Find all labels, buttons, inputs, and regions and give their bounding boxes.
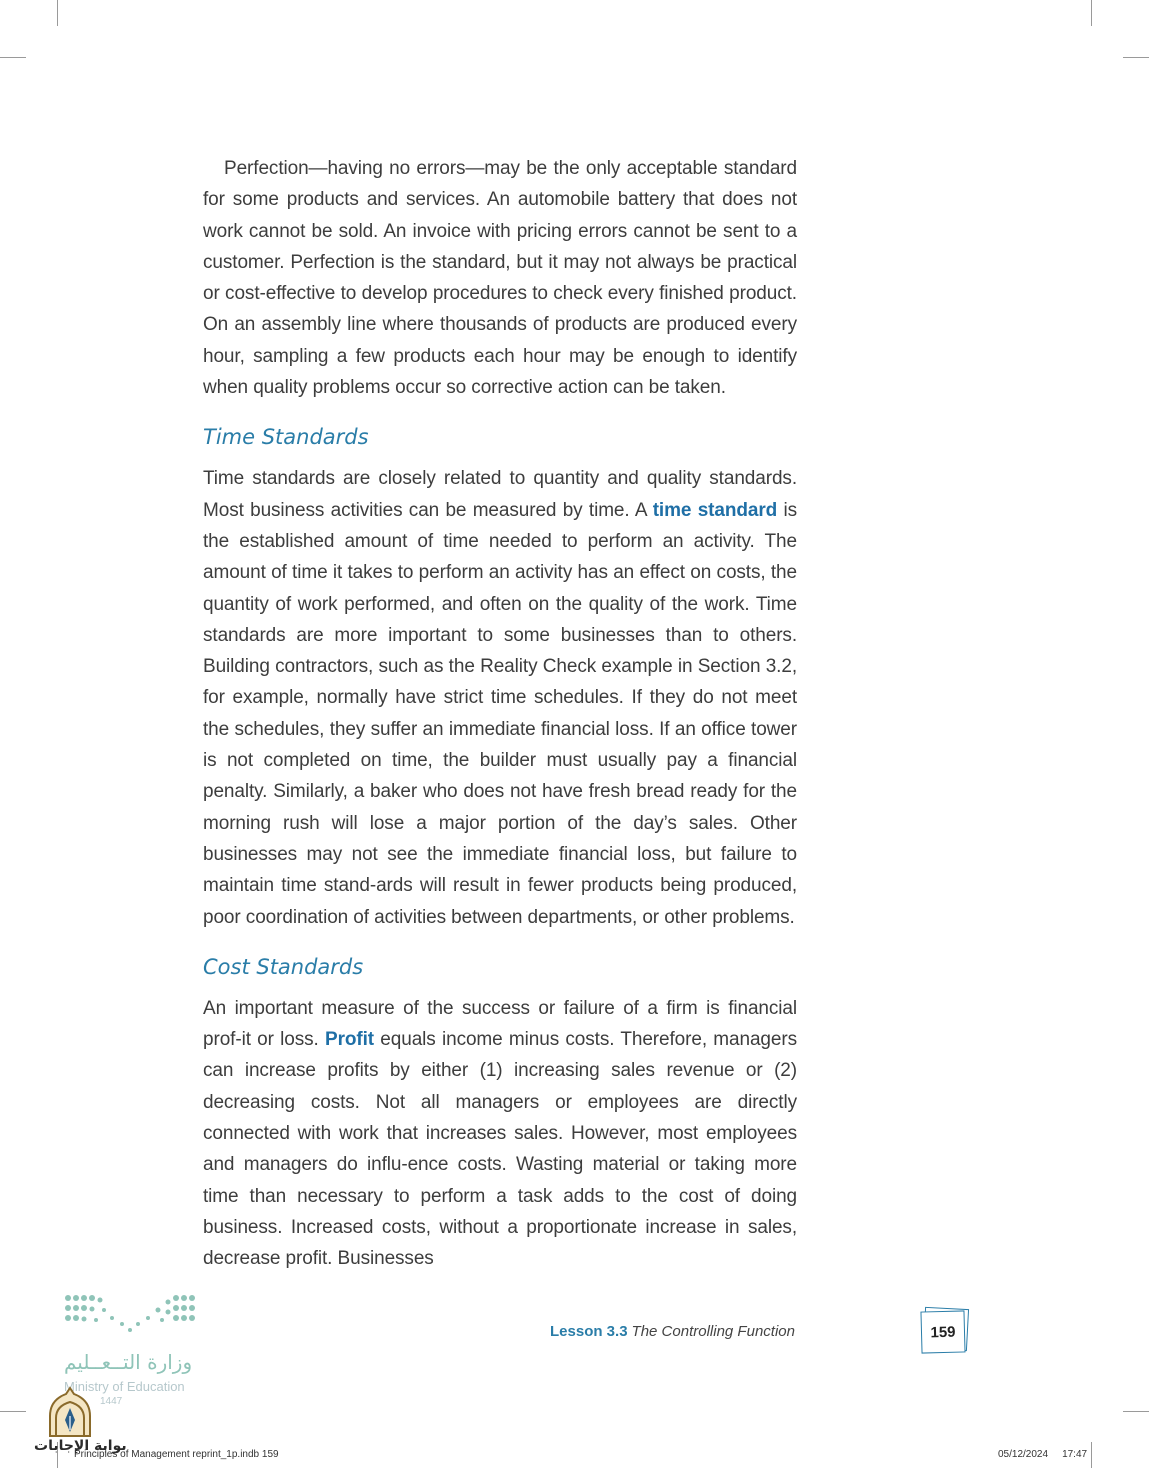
paragraph-perfection: Perfection—having no errors—may be the only acceptable standard for some products and services. An automobile battery that does not work cannot be sold. An invoice with pricing errors cannot be sent to a customer. Perfection is the standard, but it may not always be practical or cost-effective to develop procedures to check every finished product. On an assembly line where thousands of products are produced every hour, sampling a few products each hour may be enough to identify when quality problems occur so corrective action can be taken. (203, 158, 797, 399)
time-text-after: is the established amount of time needed to perform an activity. The amount of time it takes to perform an activity has an effect on costs, the quantity of work performed, and often on the quality of the work. Time standards are more important to some businesses than to others. Building contractors, such as the Reality Check example in Section 3.2, for example, normally have strict time schedules. If they do not meet the schedules, they suffer an immediate financial loss. If an office tower is not completed on time, the builder must usually pay a financial penalty. Similarly, a baker who does not have fresh bread ready for the morning rush will lose a major portion of the day’s sales. Other businesses may not see the immediate financial loss, but failure to maintain time stand-ards will result in fewer products being produced, poor coordination of activities between departments, or other problems. (203, 499, 797, 928)
lesson-label: Lesson 3.3 (550, 1323, 628, 1340)
ministry-arabic-name: وزارة التــعــليم (64, 1350, 193, 1374)
ministry-logo-dots-icon (62, 1290, 202, 1340)
heading-time-standards: Time Standards (203, 425, 369, 450)
footer-lesson (550, 1323, 795, 1340)
cost-text-before: An important measure of the success or failure of a firm is financial prof-it or loss. (203, 997, 797, 1051)
crop-mark (57, 0, 58, 26)
print-slug-time: 17:47 (1062, 1449, 1088, 1460)
ministry-year: 1447 (100, 1396, 123, 1407)
term-time-standard: time standard (652, 499, 778, 521)
body-column (203, 153, 797, 1275)
crop-mark (1091, 1442, 1092, 1468)
print-slug-datetime (998, 1449, 1087, 1460)
crop-mark (0, 1411, 26, 1412)
print-slug-date: 05/12/2024 (998, 1449, 1049, 1460)
paragraph-cost-standards (203, 993, 797, 1275)
emblem-caption: بوابة الإجابات (34, 1438, 127, 1454)
crop-mark (1123, 57, 1149, 58)
print-slug-file: Principles of Management reprint_1p.indb 159 (74, 1449, 279, 1460)
paragraph-time-standards (203, 463, 797, 932)
crop-mark (0, 57, 26, 58)
term-profit: Profit (325, 1029, 375, 1051)
time-text-before: Time standards are closely related to quantity and quality standards. Most business activities can be measured by time. A (203, 468, 797, 521)
page-number: 159 (920, 1310, 965, 1353)
ministry-english-name: Ministry of Education (64, 1379, 185, 1394)
crop-mark (1123, 1411, 1149, 1412)
pen-lantern-icon (46, 1386, 94, 1438)
crop-mark (1091, 0, 1092, 26)
heading-cost-standards: Cost Standards (203, 954, 364, 979)
lesson-title: The Controlling Function (631, 1323, 795, 1340)
cost-text-after: equals income minus costs. Therefore, managers can increase profits by either (1) increasing sales revenue or (2) decreasing costs. Not all managers or employees are directly connected with work that increases sales. However, most employees and managers do influ-ence costs. Wasting material or taking more time than necessary to perform a task adds to the cost of doing business. Increased costs, without a proportionate increase in sales, decrease profit. Businesses (203, 1029, 797, 1270)
